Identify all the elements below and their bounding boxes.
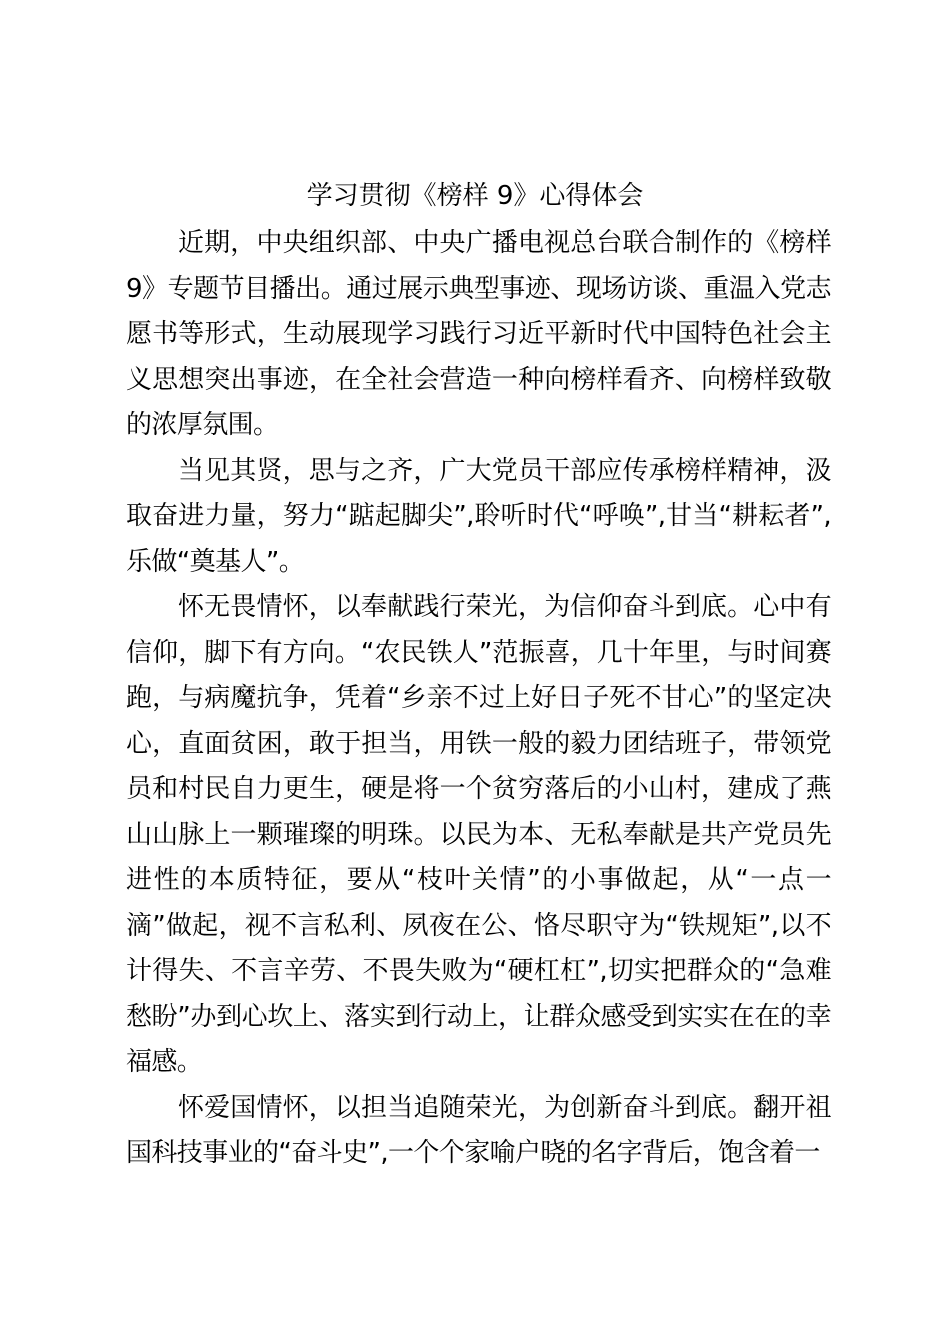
paragraph-intro: 近期，中央组织部、中央广播电视总台联合制作的《榜样9》专题节目播出。通过展示典型事迹、现场访谈、重温入党志愿书等形式，生动展现学习践行习近平新时代中国特色社会主义思想突出事迹，在全社会营造一种向榜样看齐、向榜样致敬的浓厚氛围。 xyxy=(126,228,831,440)
paragraph-patriotism: 怀爱国情怀，以担当追随荣光，为创新奋斗到底。翻开祖国科技事业的“奋斗史”,一个个家喻户晓的名字背后，饱含着一 xyxy=(126,1092,831,1168)
paragraph-fearless-devotion: 怀无畏情怀，以奉献践行荣光，为信仰奋斗到底。心中有信仰，脚下有方向。“农民铁人”范振喜，几十年里，与时间赛跑，与病魔抗争，凭着“乡亲不过上好日子死不甘心”的坚定决心，直面贫困，敢于担当，用铁一般的毅力团结班子，带领党员和村民自力更生，硬是将一个贫穷落后的小山村，建成了燕山山脉上一颗璀璨的明珠。以民为本、无私奉献是共产党员先进性的本质特征，要从“枝叶关情”的小事做起，从“一点一滴”做起，视不言私利、夙夜在公、恪尽职守为“铁规矩”,以不计得失、不言辛劳、不畏失败为“硬杠杠”,切实把群众的“急难愁盼”办到心坎上、落实到行动上，让群众感受到实实在在的幸福感。 xyxy=(126,592,831,1077)
document-title: 学习贯彻《榜样 9》心得体会 xyxy=(306,181,644,211)
document-body xyxy=(126,221,831,1177)
paragraph-learn-from-models: 当见其贤，思与之齐，广大党员干部应传承榜样精神，汲取奋进力量，努力“踮起脚尖”,聆听时代“呼唤”,甘当“耕耘者”,乐做“奠基人”。 xyxy=(126,455,831,577)
